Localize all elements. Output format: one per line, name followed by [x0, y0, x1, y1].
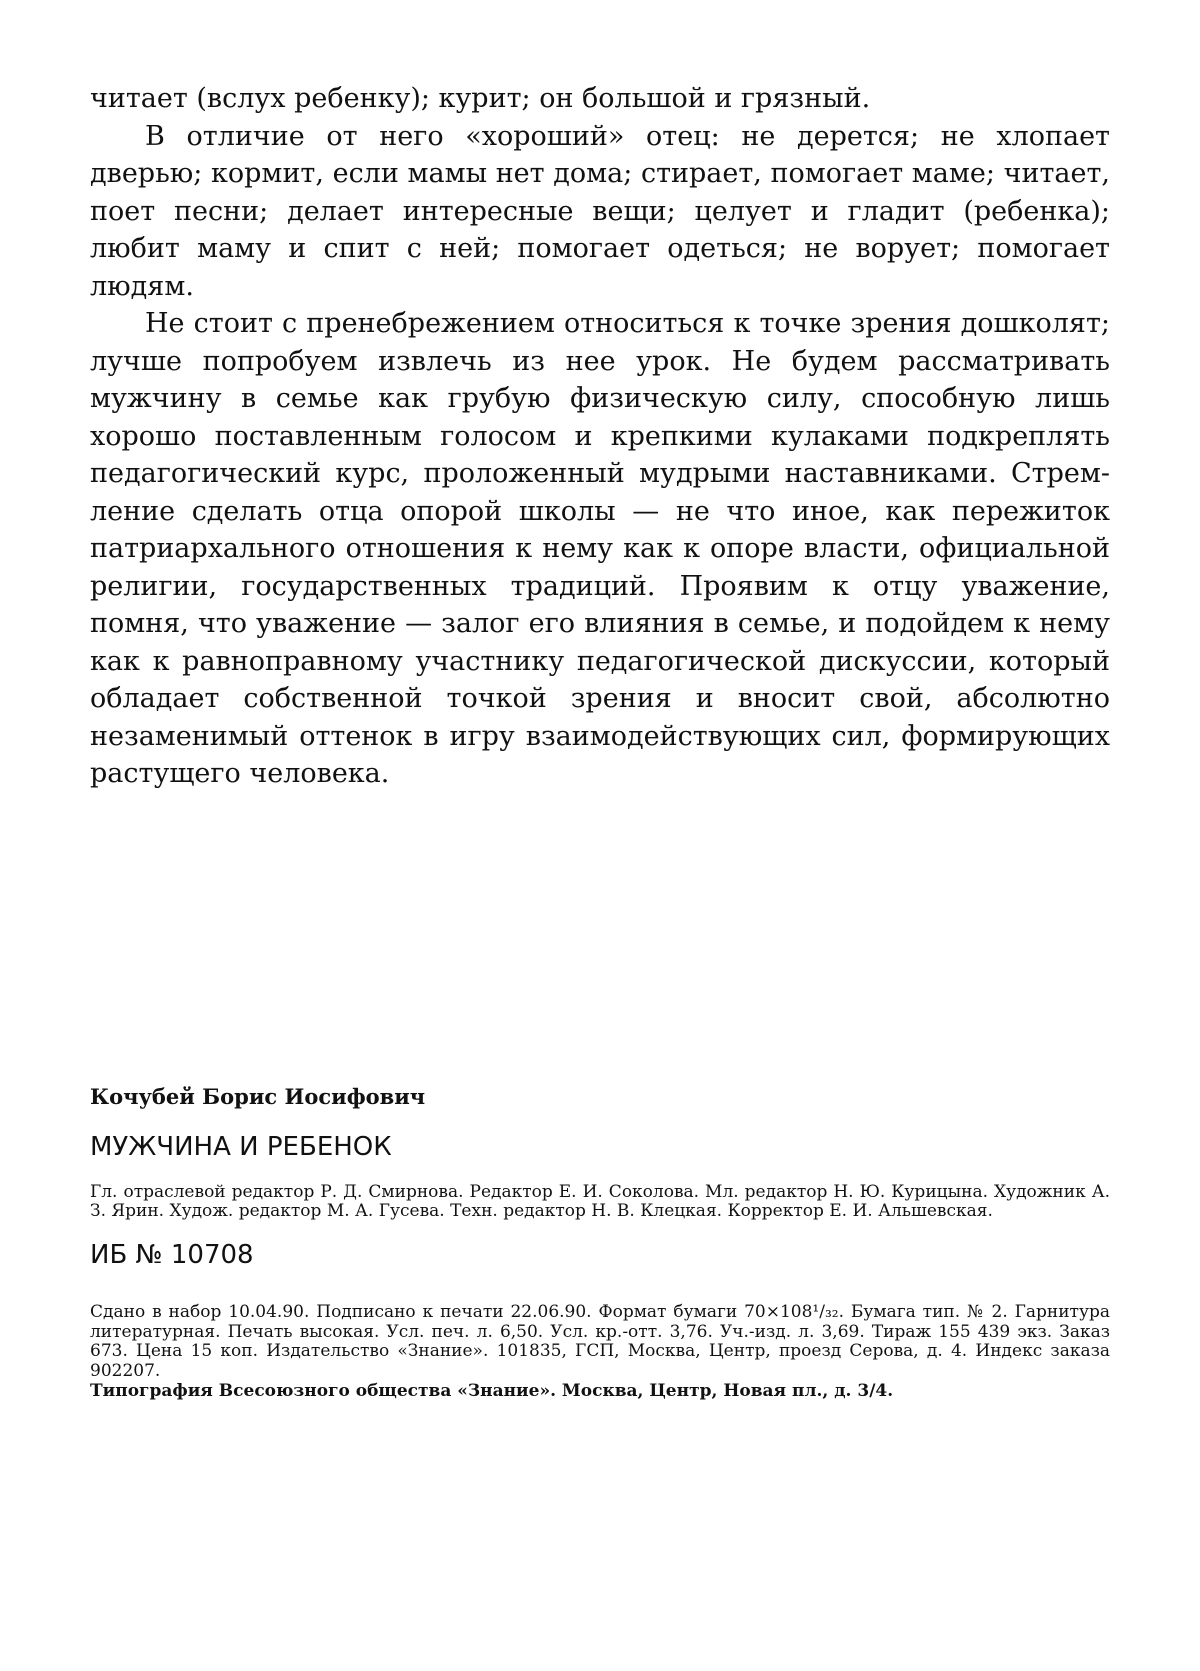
ib-number: ИБ № 10708 — [90, 1240, 254, 1270]
editorial-credits: Гл. отраслевой редактор Р. Д. Смирнова. Редактор Е. И. Соколова. Мл. редактор Н. Ю. Курицына. Художник А. З. Ярин. Худож. редактор М. А. Гусева. Техн. редактор Н. В. Клецкая. Корректор Е. И. Альшевская. — [90, 1182, 1110, 1221]
author-name: Кочубей Борис Иосифович — [90, 1084, 426, 1109]
printing-details: Сдано в набор 10.04.90. Подписано к печати 22.06.90. Формат бумаги 70×108¹/₃₂. Бумага тип. № 2. Гарнитура литературная. Печать высокая. Усл. печ. л. 6,50. Усл. кр.-отт. 3,76. Уч.-изд. л. 3,69. Тираж 155 439 экз. Заказ 673. Цена 15 коп. Издательство «Знание». 101835, ГСП, Москва, Центр, проезд Серова, д. 4. Индекс заказа 902207. — [90, 1302, 1110, 1381]
page-content — [90, 80, 1110, 793]
paragraph-continuation: читает (вслух ребенку); курит; он большой и грязный. — [90, 83, 871, 114]
paragraph-conclusion: Не стоит с пренебрежением относиться к точке зрения дошколят; лучше попробуем извлечь из нее урок. Не будем рассматривать мужчину в семье как грубую физическую силу, способную лишь хорошо поставленным голосом и крепкими кулаками подкреплять педагогический курс, проложенный мудрыми наставниками. Стремление сделать отца опорой школы — не что иное, как пережиток патриархального отношения к нему как к опоре власти, официальной религии, государственных традиций. Проявим к отцу уважение, помня, что уважение — залог его влияния в семье, и подойдем к нему как к равноправному участнику педагогической дискуссии, который обладает собственной точкой зрения и вносит свой, абсолютно незаменимый оттенок в игру взаимодействующих сил, формирующих растущего человека. — [90, 308, 1110, 789]
book-imprint — [90, 1083, 1110, 1401]
printing-house: Типография Всесоюзного общества «Знание». Москва, Центр, Новая пл., д. 3/4. — [90, 1381, 894, 1401]
paragraph-good-father: В отличие от него «хороший» отец: не дерется; не хлопает дверью; кормит, если мамы нет дома; стирает, помогает маме; читает, поет песни; делает интересные вещи; целует и гладит (ребенка); любит маму и спит с ней; помогает одеться; не ворует; помогает людям. — [90, 120, 1110, 302]
main-text — [90, 80, 1110, 793]
book-title: МУЖЧИНА И РЕБЕНОК — [90, 1132, 392, 1162]
